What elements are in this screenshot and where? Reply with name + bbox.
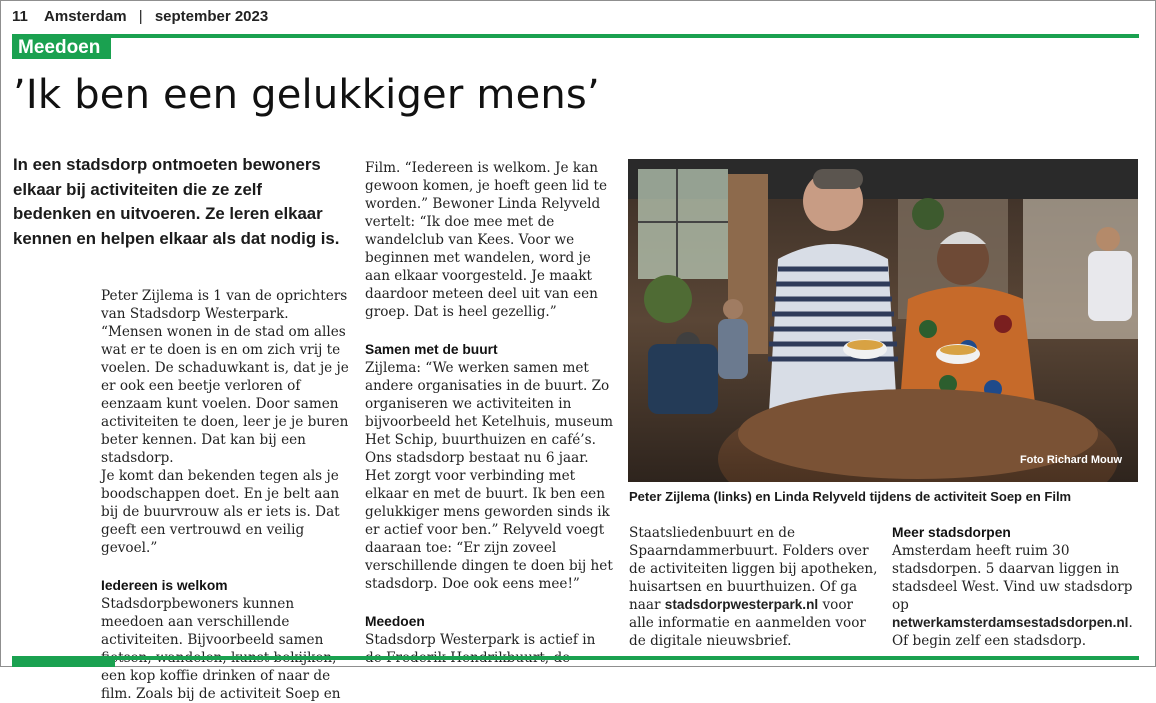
website-link[interactable]: netwerkamsterdamsestadsdorpen.nl <box>892 615 1129 630</box>
paragraph: Zijlema: “We werken samen met andere organisaties in de buurt. Zo organiseren we activiteiten in bijvoorbeeld het Ketelhuis, museum Het Schip, buurthuizen en café’s. Ons stadsdorp bestaat nu 6 jaar. Het zorgt voor verbinding met elkaar en met de buurt. Ik ben een gelukkiger mens geworden sinds ik er actief voor ben.” Relyveld voegt daaraan toe: “Er zijn zoveel verschillende dingen te doen bij het stadsdorp. Doe ook eens mee!” <box>365 360 614 592</box>
header-date: september 2023 <box>154 8 269 25</box>
paragraph-text: Amsterdam heeft ruim 30 stadsdorpen. 5 daarvan liggen in stadsdeel West. Vind uw stadsdorp op <box>892 543 1133 613</box>
article-title: ’Ik ben een gelukkiger mens’ <box>13 72 600 118</box>
section-rule <box>12 34 1139 38</box>
paragraph-text: Staatsliedenbuurt en de Spaarndammerbuurt. Folders over de activiteiten liggen bij apotheken, huisartsen en buurthuizen. Of ga naar <box>629 525 878 613</box>
website-link[interactable]: stadsdorpwesterpark.nl <box>664 597 819 612</box>
header-separator: | <box>138 8 143 25</box>
paragraph <box>629 524 879 650</box>
photo-illustration <box>628 159 1138 482</box>
paragraph: Je komt dan bekenden tegen als je boodschappen doet. En je belt aan bij de buurvrouw als er iets is. Dat geeft een vertrouwd en veilig gevoel.” <box>101 468 340 556</box>
paragraph: Stadsdorpbewoners kunnen meedoen aan verschillende activiteiten. Bijvoorbeeld samen een kop koffie drinken of naar de film. Zoals bij de activiteit Soep en <box>101 596 341 702</box>
column-4 <box>892 524 1142 650</box>
paragraph: Stadsdorp Westerpark is actief in <box>365 632 596 648</box>
next-section-tag <box>12 658 115 667</box>
article-photo <box>628 159 1138 482</box>
paragraph-text: voor alle informatie en aanmelden voor de digitale nieuwsbrief. <box>629 597 866 649</box>
column-3 <box>629 524 879 650</box>
paragraph: Film. “Iedereen is welkom. Je kan gewoon komen, je hoeft geen lid te worden.” Bewoner Linda Relyveld vertelt: “Ik doe mee met de wandelclub van Kees. Voor we beginnen met wandelen, word je aan elkaar voorgesteld. Je maakt daardoor meteen deel uit van een groep. Dat is heel gezellig.” <box>365 160 608 320</box>
section-label: Meedoen <box>12 36 111 59</box>
column-2 <box>365 159 615 667</box>
photo-credit: Foto Richard Mouw <box>1019 454 1122 466</box>
bottom-rule <box>12 656 1139 660</box>
subheading: Samen met de buurt <box>365 342 498 357</box>
paragraph: Amsterdam heeft ruim 30 stadsdorpen. 5 daarvan liggen in stadsdeel West. Vind uw stadsdorp op netwerkamsterdamsestadsdorpen.nl. Of begin zelf een stadsdorp. <box>892 543 1133 649</box>
subheading: Meedoen <box>365 614 425 629</box>
column-1 <box>101 287 351 703</box>
subheading: Meer stadsdorpen <box>892 525 1011 540</box>
page-number: 11 <box>12 8 28 25</box>
paragraph: Peter Zijlema is 1 van de oprichters van Stadsdorp Westerpark. “Mensen wonen in de stad om alles wat er te doen is en om zich vrij te voelen. De schaduwkant is, dat je je er ook een beetje verloren of eenzaam kunt voelen. Door samen activiteiten te doen, leer je je buren beter kennen. Dat kan bij een stadsdorp. <box>101 288 349 466</box>
paragraph-text: Of begin zelf een stadsdorp. <box>892 633 1087 649</box>
page-header <box>12 8 268 25</box>
photo-caption: Peter Zijlema (links) en Linda Relyveld tijdens de activiteit Soep en Film <box>629 489 1072 504</box>
header-city: Amsterdam <box>44 8 127 25</box>
subheading: Iedereen is welkom <box>101 578 228 593</box>
article-intro: In een stadsdorp ontmoeten bewoners elkaar bij activiteiten die ze zelf bedenken en uitvoeren. Ze leren elkaar kennen en helpen elkaar als dat nodig is. <box>13 155 340 248</box>
